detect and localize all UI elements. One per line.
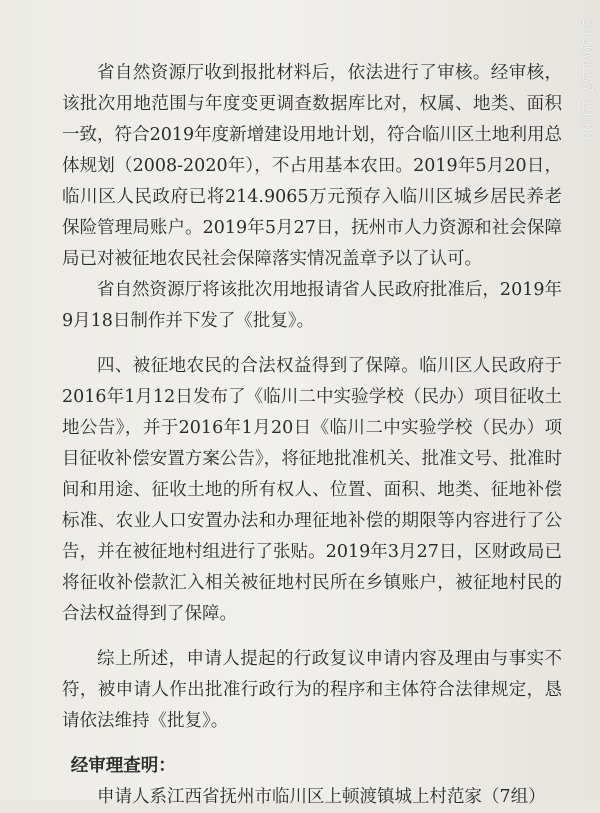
paragraph-conclusion: 综上所述，申请人提起的行政复议申请内容及理由与事实不符，被申请人作出批准行政行为的程序和主体符合法律规定，恳请依法维持《批复》。 bbox=[62, 649, 562, 731]
document-body bbox=[62, 58, 562, 813]
paragraph-applicant: 申请人系江西省抚州市临川区上顿渡镇城上村范家（7组） bbox=[97, 787, 546, 807]
paragraph-review: 省自然资源厅收到报批材料后，依法进行了审核。经审核，该批次用地范围与年度变更调查数据库比对，权属、地类、面积一致，符合2019年度新增建设用地计划，符合临川区土地利用总体规划（2008-2020年），不占用基本农田。2019年5月20日，临川区人民政府已将214.9065万元预存入临川区城乡居民养老保险管理局账户。2019年5月27日，抚州市人力资源和社会保障局已对被征地农民社会保障落实情况盖章予以了认可。 bbox=[62, 63, 562, 269]
paragraph-approval: 省自然资源厅将该批次用地报请省人民政府批准后，2019年9月18日制作并下发了《批复》。 bbox=[62, 280, 562, 331]
section-heading: 经审理查明： bbox=[70, 756, 176, 776]
photo-timestamp: 2020/12/7 19:09 bbox=[579, 18, 594, 142]
paragraph-rights-protection: 四、被征地农民的合法权益得到了保障。临川区人民政府于2016年1月12日发布了《临川二中实验学校（民办）项目征收土地公告》，并于2016年1月20日《临川二中实验学校（民办）项目征收补偿安置方案公告》，将征地批准机关、批准文号、批准时间和用途、征收土地的所有权人、位置、面积、地类、征地补偿标准、农业人口安置办法和办理征地补偿的期限等内容进行了公告，并在被征地村组进行了张贴。2019年3月27日，区财政局已将征收补偿款汇入相关被征地村民所在乡镇账户，被征地村民的合法权益得到了保障。 bbox=[62, 356, 562, 624]
